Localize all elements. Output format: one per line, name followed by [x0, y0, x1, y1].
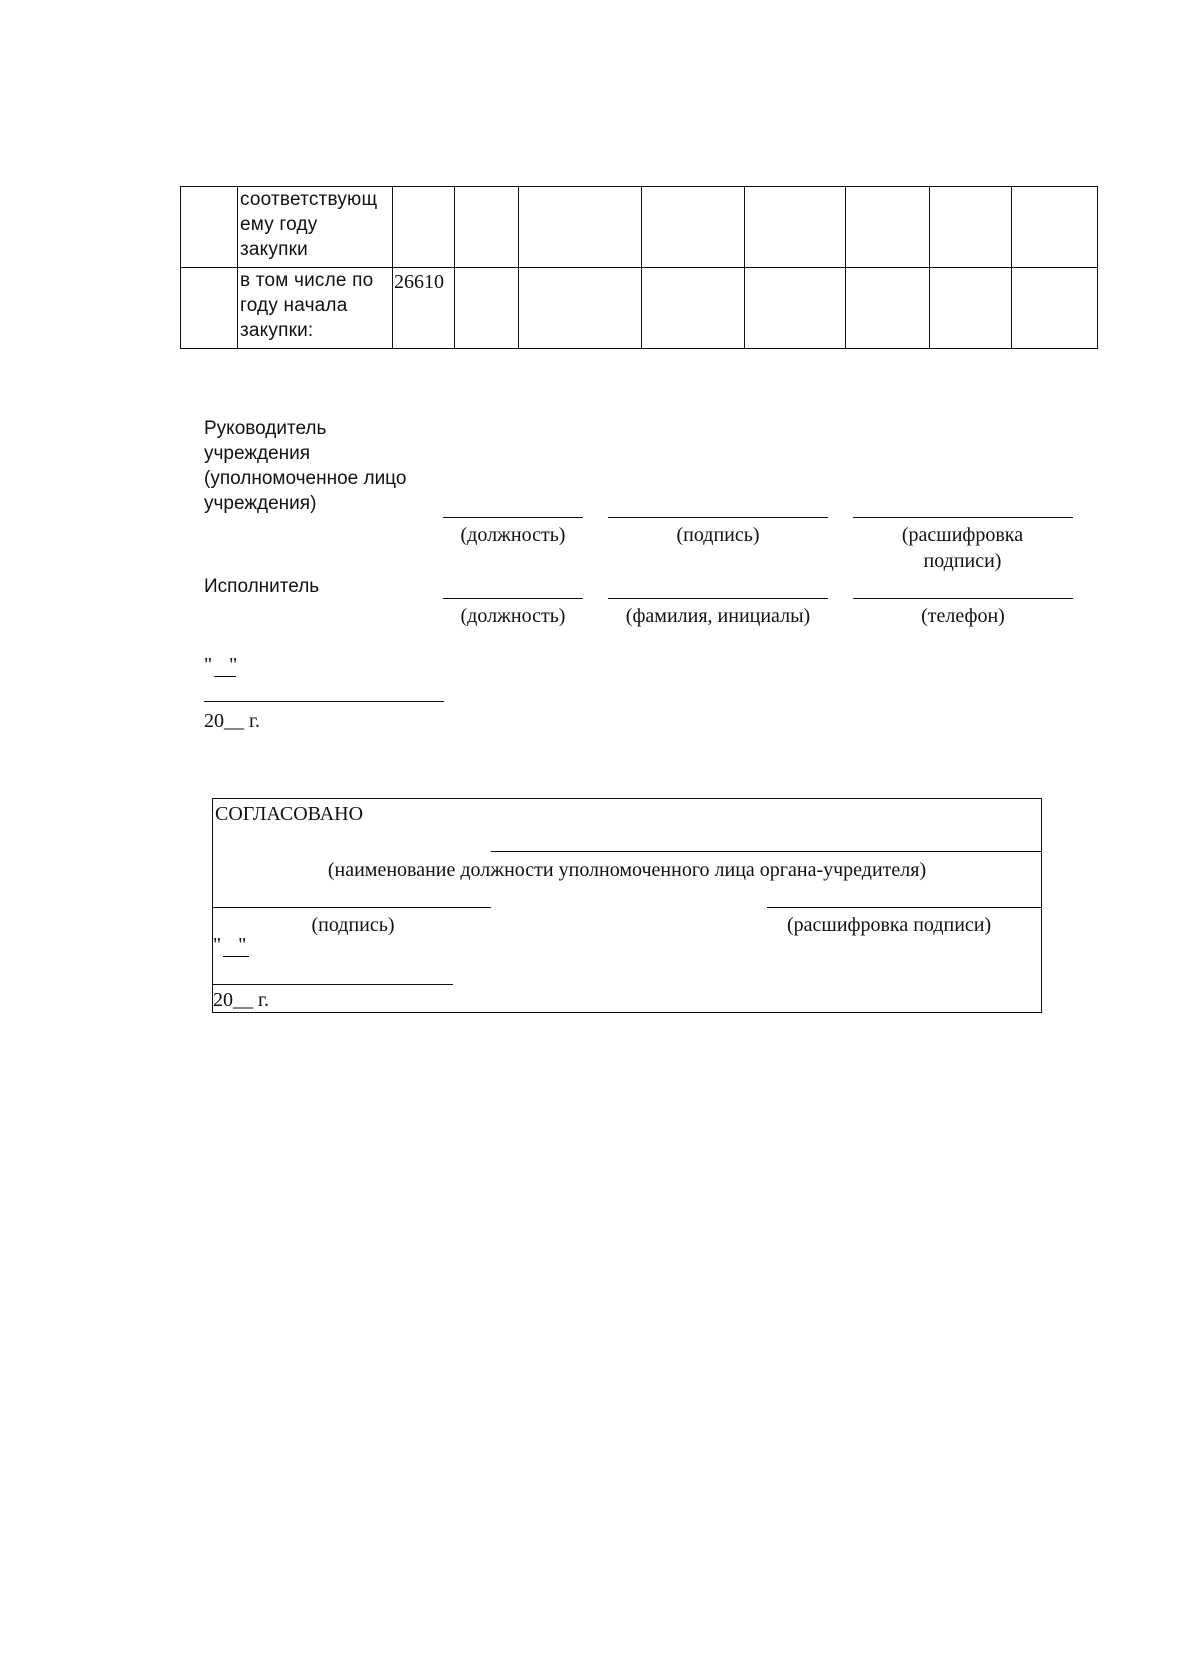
table-cell: [519, 187, 642, 268]
caption-signature: (подпись): [676, 524, 760, 546]
table-cell: [846, 187, 930, 268]
table-cell: [181, 268, 238, 349]
approval-date-quotes: " ": [213, 934, 253, 956]
approval-title: СОГЛАСОВАНО: [215, 803, 364, 825]
approval-date-day-line: [223, 956, 249, 957]
table-cell: [181, 187, 238, 268]
approval-position-caption: (наименование должности уполномоченного лица органа-учредителя): [327, 859, 927, 881]
row-label: соответствующ ему году закупки: [238, 187, 393, 268]
executor-label: Исполнитель: [204, 576, 320, 597]
position-line: [443, 517, 583, 518]
budget-table-fragment: [180, 186, 1098, 349]
approval-signature-line: [213, 907, 491, 908]
approval-signature-caption: (подпись): [311, 914, 395, 936]
approval-position-line: [491, 851, 1041, 852]
row-code: [393, 187, 455, 268]
table-cell: [642, 187, 745, 268]
row-label: в том числе по году начала закупки:: [238, 268, 393, 349]
executor-position-line: [443, 598, 583, 599]
approval-decoding-caption: (расшифровка подписи): [787, 914, 992, 936]
approval-date-year: 20__ г.: [213, 989, 269, 1011]
date-year: 20__ г.: [204, 710, 260, 732]
table-cell: [1012, 187, 1098, 268]
caption-signature-decoding: (расшифровка подписи): [901, 524, 1024, 572]
table-cell: [642, 268, 745, 349]
table-cell: [455, 268, 519, 349]
decoding-line: [853, 517, 1073, 518]
date-month-line: [204, 701, 444, 702]
executor-phone-line: [853, 598, 1073, 599]
table-cell: [930, 268, 1012, 349]
date-quotes: " ": [204, 654, 244, 676]
table-cell: [1012, 268, 1098, 349]
approval-box: [212, 798, 1042, 1013]
table-cell: [745, 187, 846, 268]
caption-position: (должность): [460, 524, 566, 546]
table-cell: [519, 268, 642, 349]
date-day-line: [214, 676, 236, 677]
caption-executor-position: (должность): [460, 605, 566, 627]
caption-executor-name: (фамилия, инициалы): [625, 605, 811, 627]
table-cell: [745, 268, 846, 349]
head-label: Руководитель учреждения (уполномоченное лицо учреждения): [204, 418, 407, 514]
caption-executor-phone: (телефон): [921, 605, 1005, 627]
table-cell: [846, 268, 930, 349]
approval-date-month-line: [213, 984, 453, 985]
table-row: [181, 268, 1098, 349]
table-cell: [455, 187, 519, 268]
approval-decoding-line: [767, 907, 1041, 908]
table-row: [181, 187, 1098, 268]
signature-line: [608, 517, 828, 518]
executor-name-line: [608, 598, 828, 599]
table-cell: [930, 187, 1012, 268]
row-code: 26610: [393, 268, 455, 349]
